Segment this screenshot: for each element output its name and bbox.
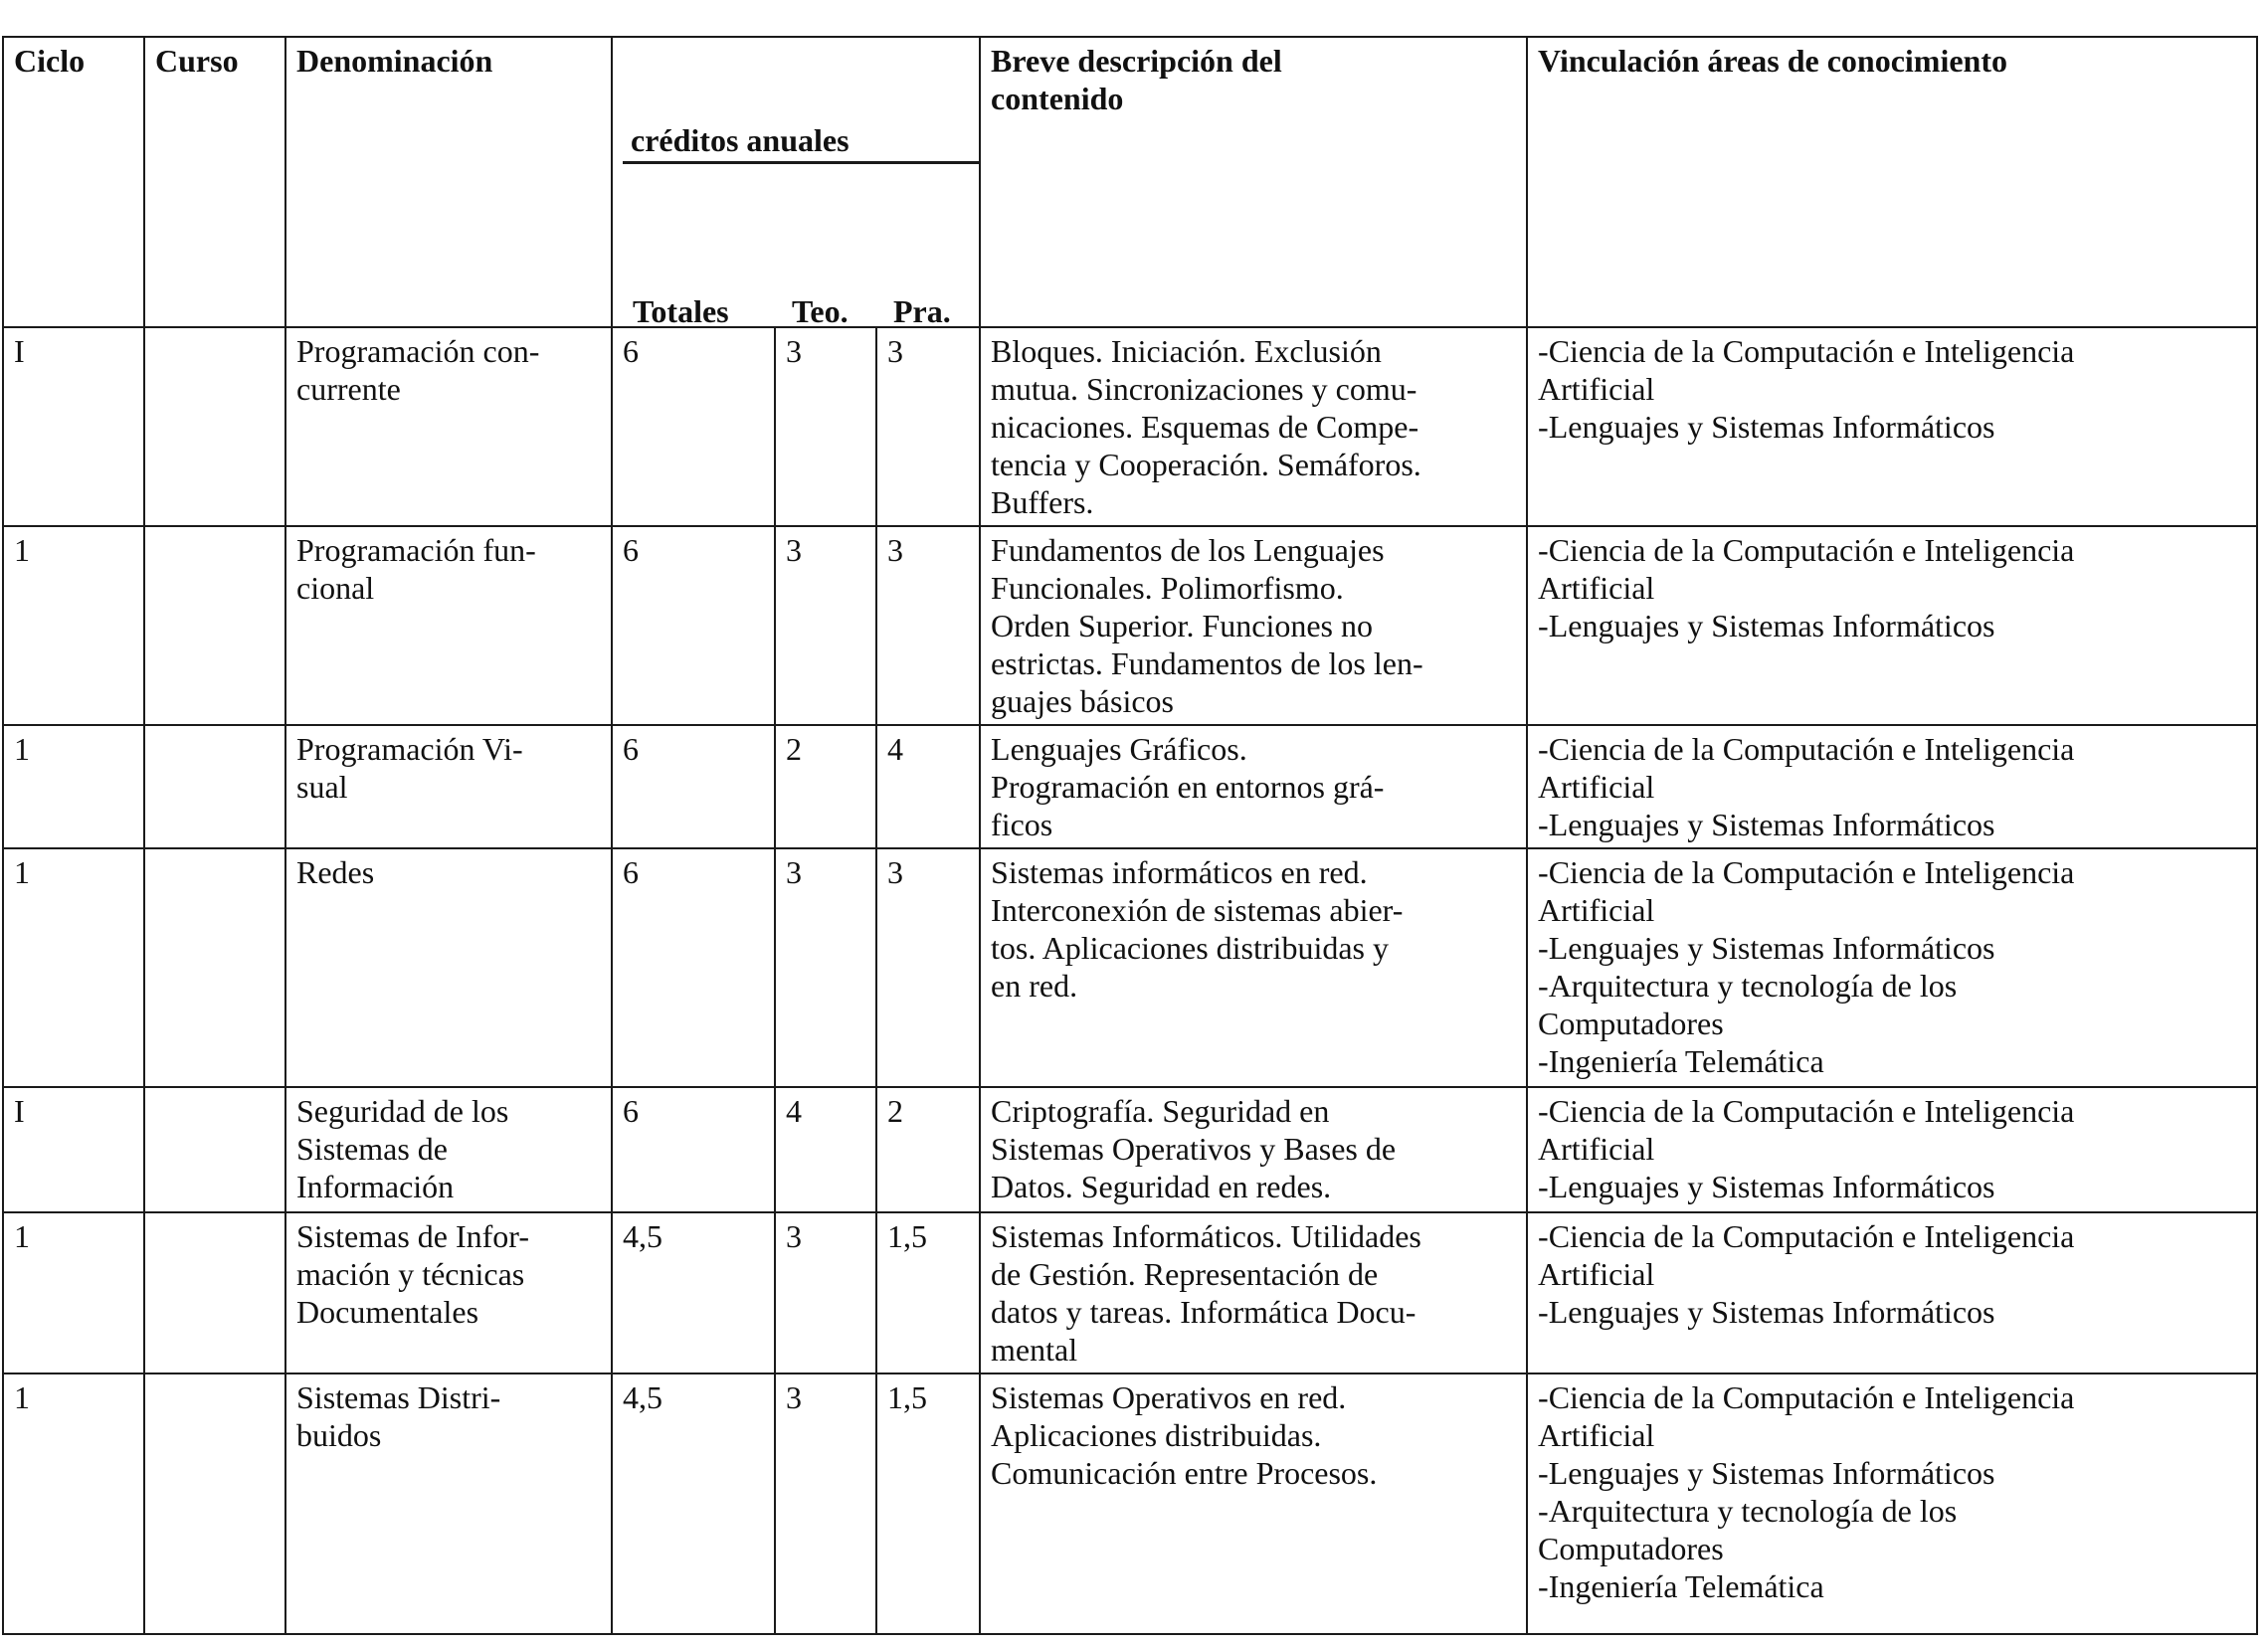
header-vinculacion: Vinculación áreas de conocimiento <box>1527 37 2257 327</box>
cell-areas: -Ciencia de la Computación e Inteligencia Artificial -Lenguajes y Sistemas Informáticos <box>1527 1087 2257 1212</box>
cell-denominacion: Sistemas Distri- buidos <box>285 1373 612 1634</box>
header-creditos-subcolumns <box>613 292 979 332</box>
cell-ciclo: 1 <box>3 1212 144 1373</box>
cell-pra: 3 <box>876 327 980 526</box>
table-row <box>3 848 2257 1087</box>
table-row <box>3 1373 2257 1634</box>
cell-totales: 6 <box>612 725 775 848</box>
header-row <box>3 37 2257 327</box>
cell-descripcion: Criptografía. Seguridad en Sistemas Operativos y Bases de Datos. Seguridad en redes. <box>980 1087 1527 1212</box>
cell-ciclo: 1 <box>3 1373 144 1634</box>
cell-totales: 6 <box>612 848 775 1087</box>
cell-curso <box>144 848 285 1087</box>
header-denominacion: Denominación <box>285 37 612 327</box>
table-row <box>3 1212 2257 1373</box>
header-creditos <box>612 37 980 327</box>
cell-denominacion: Seguridad de los Sistemas de Información <box>285 1087 612 1212</box>
cell-totales: 6 <box>612 327 775 526</box>
cell-ciclo: 1 <box>3 725 144 848</box>
cell-denominacion: Sistemas de Infor- mación y técnicas Documentales <box>285 1212 612 1373</box>
cell-totales: 6 <box>612 1087 775 1212</box>
cell-descripcion: Fundamentos de los Lenguajes Funcionales. Polimorfismo. Orden Superior. Funciones no estrictas. Fundamentos de los len- guajes básicos <box>980 526 1527 725</box>
cell-curso <box>144 1212 285 1373</box>
table-row <box>3 327 2257 526</box>
cell-curso <box>144 526 285 725</box>
cell-descripcion: Bloques. Iniciación. Exclusión mutua. Sincronizaciones y comu- nicaciones. Esquemas de Compe- tencia y Cooperación. Semáforos. Buffers. <box>980 327 1527 526</box>
cell-pra: 2 <box>876 1087 980 1212</box>
cell-curso <box>144 1373 285 1634</box>
cell-totales: 4,5 <box>612 1373 775 1634</box>
cell-pra: 1,5 <box>876 1212 980 1373</box>
cell-curso <box>144 1087 285 1212</box>
header-curso: Curso <box>144 37 285 327</box>
cell-teo: 4 <box>775 1087 876 1212</box>
header-ciclo: Ciclo <box>3 37 144 327</box>
header-creditos-underline <box>623 161 981 164</box>
header-teo: Teo. <box>792 293 849 329</box>
cell-areas: -Ciencia de la Computación e Inteligencia Artificial -Lenguajes y Sistemas Informáticos <box>1527 327 2257 526</box>
cell-descripcion: Sistemas Informáticos. Utilidades de Gestión. Representación de datos y tareas. Informática Docu- mental <box>980 1212 1527 1373</box>
cell-totales: 4,5 <box>612 1212 775 1373</box>
cell-ciclo: 1 <box>3 526 144 725</box>
cell-pra: 3 <box>876 526 980 725</box>
cell-areas: -Ciencia de la Computación e Inteligencia Artificial -Lenguajes y Sistemas Informáticos -Arquitectura y tecnología de los Computadores -Ingeniería Telemática <box>1527 1373 2257 1634</box>
cell-areas: -Ciencia de la Computación e Inteligencia Artificial -Lenguajes y Sistemas Informáticos <box>1527 526 2257 725</box>
cell-teo: 3 <box>775 1212 876 1373</box>
cell-denominacion: Programación fun- cional <box>285 526 612 725</box>
cell-areas: -Ciencia de la Computación e Inteligencia Artificial -Lenguajes y Sistemas Informáticos <box>1527 725 2257 848</box>
cell-curso <box>144 327 285 526</box>
cell-teo: 3 <box>775 526 876 725</box>
table-row <box>3 725 2257 848</box>
header-creditos-label: créditos anuales <box>631 122 850 158</box>
cell-teo: 3 <box>775 848 876 1087</box>
cell-descripcion: Lenguajes Gráficos. Programación en entornos grá- ficos <box>980 725 1527 848</box>
cell-pra: 3 <box>876 848 980 1087</box>
cell-ciclo: 1 <box>3 848 144 1087</box>
curriculum-table <box>2 36 2258 1635</box>
cell-descripcion: Sistemas Operativos en red. Aplicaciones distribuidas. Comunicación entre Procesos. <box>980 1373 1527 1634</box>
table-row <box>3 1087 2257 1212</box>
cell-teo: 2 <box>775 725 876 848</box>
header-descripcion: Breve descripción del contenido <box>980 37 1527 327</box>
cell-denominacion: Redes <box>285 848 612 1087</box>
table-row <box>3 526 2257 725</box>
cell-areas: -Ciencia de la Computación e Inteligencia Artificial -Lenguajes y Sistemas Informáticos <box>1527 1212 2257 1373</box>
cell-pra: 1,5 <box>876 1373 980 1634</box>
cell-ciclo: I <box>3 1087 144 1212</box>
cell-ciclo: I <box>3 327 144 526</box>
cell-descripcion: Sistemas informáticos en red. Interconexión de sistemas abier- tos. Aplicaciones distribuidas y en red. <box>980 848 1527 1087</box>
cell-teo: 3 <box>775 1373 876 1634</box>
cell-totales: 6 <box>612 526 775 725</box>
cell-teo: 3 <box>775 327 876 526</box>
cell-denominacion: Programación Vi- sual <box>285 725 612 848</box>
cell-curso <box>144 725 285 848</box>
header-totales: Totales <box>633 293 729 329</box>
cell-pra: 4 <box>876 725 980 848</box>
cell-denominacion: Programación con- currente <box>285 327 612 526</box>
cell-areas: -Ciencia de la Computación e Inteligencia Artificial -Lenguajes y Sistemas Informáticos -Arquitectura y tecnología de los Computadores -Ingeniería Telemática <box>1527 848 2257 1087</box>
header-pra: Pra. <box>893 293 951 329</box>
